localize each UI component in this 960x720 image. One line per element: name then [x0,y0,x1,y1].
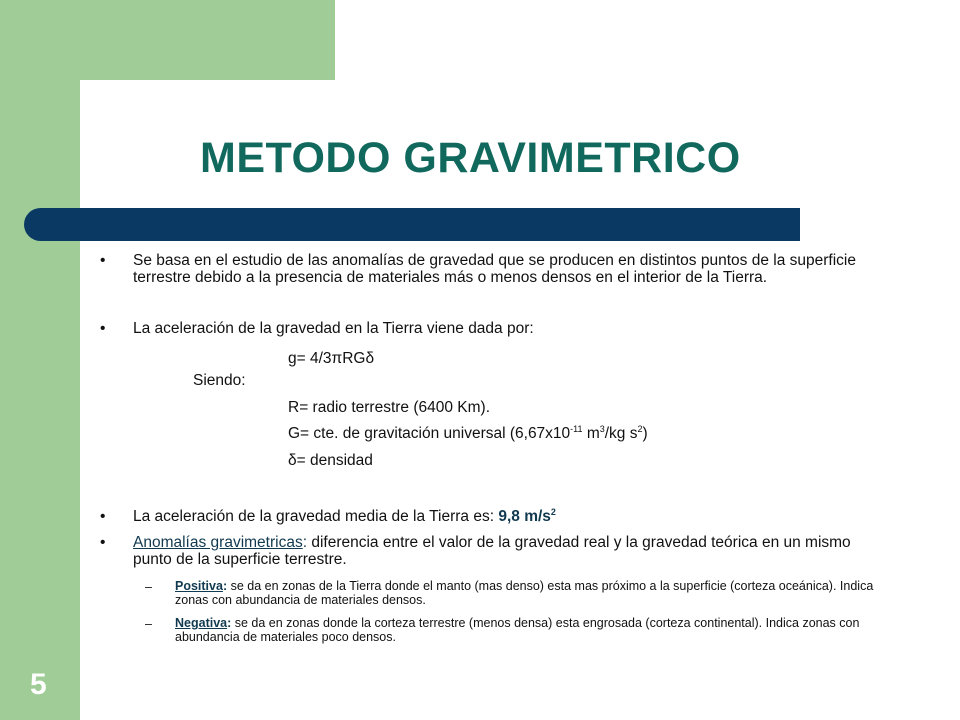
bullet-text-anomalies: Anomalías gravimetricas: diferencia entre el valor de la gravedad real y la gravedad teórica en un mismo punto de la superficie terrestre. [133,534,851,568]
bullet-marker: • [100,320,106,337]
page-number: 5 [30,668,47,701]
title-underline-bar [24,208,800,241]
slide-title: METODO GRAVIMETRICO [200,134,741,182]
density-definition: δ= densidad [288,452,373,469]
sub-item-positive: Positiva: se da en zonas de la Tierra donde el manto (mas denso) esta mas próximo a la superficie (corteza oceánica). Indica zonas con abundancia de materiales densos. [175,579,874,607]
bullet-marker: • [100,252,106,269]
bullet-text-basis: Se basa en el estudio de las anomalías de gravedad que se producen en distintos puntos de la superficie terrestre debido a la presencia de materiales más o menos densos en el interior de la Tierra. [133,252,856,286]
sub-bullet-marker: – [145,580,152,594]
top-green-band [0,0,335,80]
siendo-label: Siendo: [193,372,246,389]
left-green-band [0,0,80,720]
bullet-marker: • [100,534,106,551]
positive-term: Positiva [175,579,223,593]
bullet-text-acceleration: La aceleración de la gravedad en la Tierra viene dada por: [133,320,534,337]
bullet-text-mean-gravity: La aceleración de la gravedad media de la Tierra es: 9,8 $m/s^2$ [133,506,556,525]
sub-item-negative: Negativa: se da en zonas donde la corteza terrestre (menos densa) esta engrosada (corteza continental). Indica zonas con abundancia de materiales poco densos. [175,616,860,644]
gravity-formula: g= 4/3πRGδ [288,350,375,367]
negative-term: Negativa [175,616,228,630]
bullet-marker: • [100,508,106,525]
radius-definition: R= radio terrestre (6400 Km). [288,399,491,416]
sub-bullet-marker: – [145,617,152,631]
gravitational-constant-definition: G= cte. de gravitación universal ($6,67x10^{-11}$ $m^3/kg$ $s^2$) [288,423,648,442]
anomalies-term: Anomalías gravimetricas [133,534,303,551]
